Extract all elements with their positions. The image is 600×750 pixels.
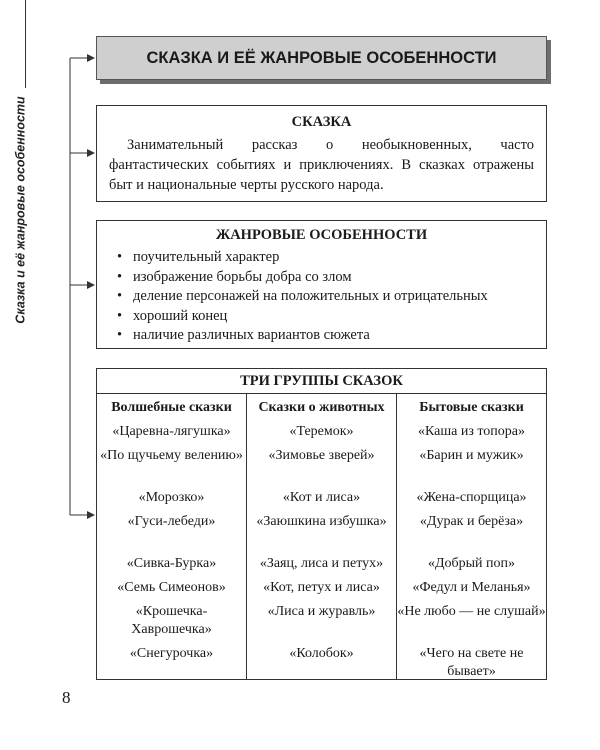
tale-item: «Каша из топора» (417, 424, 526, 439)
feature-item: • деление персонажей на положительных и отрицательных (117, 287, 534, 307)
feature-item: • изображение борьбы добра со злом (117, 268, 534, 288)
tale-item: «Барин и мужик» (419, 448, 524, 463)
column-magic-tales (97, 394, 246, 680)
features-heading: ЖАНРОВЫЕ ОСОБЕННОСТИ (215, 227, 428, 243)
tale-item: «Гуси-лебеди» (127, 514, 216, 529)
groups-table (97, 394, 546, 680)
groups-box (96, 368, 547, 680)
feature-item: • поучительный характер (117, 248, 534, 268)
tale-item: «Федул и Меланья» (412, 580, 531, 595)
tale-item: «Снегурочка» (129, 646, 214, 661)
definition-text: Занимательный рассказ о необыкновенных, часто фантастических событиях и приключениях. В сказках отражены быт и национальные черты русского народа. (109, 137, 534, 193)
tale-item: «Царевна-лягушка» (112, 424, 231, 439)
column-header: Бытовые сказки (419, 400, 524, 415)
tale-item: «Сивка-Бурка» (126, 556, 217, 571)
tale-item: «Морозко» (138, 490, 205, 505)
side-label (6, 90, 36, 330)
column-header: Волшебные сказки (111, 400, 232, 415)
page-title: СКАЗКА И ЕЁ ЖАНРОВЫЕ ОСОБЕННОСТИ (96, 36, 547, 80)
tale-item: «Лиса и журавль» (267, 604, 376, 619)
feature-item: • наличие различных вариантов сюжета (117, 326, 534, 346)
side-label-text: Сказка и её жанровые особенности (14, 96, 28, 324)
features-list (109, 248, 534, 346)
column-header: Сказки о животных (258, 400, 385, 415)
definition-box (96, 105, 547, 202)
tale-item: «Чего на свете не бывает» (419, 646, 524, 679)
column-everyday-tales (396, 394, 546, 680)
tale-item: «По щучьему велению» (100, 448, 243, 463)
feature-item: • хороший конец (117, 307, 534, 327)
column-animal-tales (246, 394, 396, 680)
groups-heading: ТРИ ГРУППЫ СКАЗОК (97, 369, 546, 394)
tale-item: «Колобок» (289, 646, 354, 661)
tale-item: «Семь Симеонов» (117, 580, 226, 595)
tale-item: «Кот, петух и лиса» (263, 580, 380, 595)
tale-item: «Кот и лиса» (282, 490, 361, 505)
side-rule (25, 0, 26, 88)
tale-item: «Крошечка-Хаврошечка» (131, 604, 212, 637)
tale-item: «Теремок» (289, 424, 354, 439)
tale-item: «Добрый поп» (427, 556, 516, 571)
tale-item: «Жена-спорщица» (416, 490, 527, 505)
page-number: 8 (62, 688, 71, 707)
definition-heading: СКАЗКА (291, 114, 352, 130)
tale-item: «Заяц, лиса и петух» (259, 556, 384, 571)
features-box (96, 220, 547, 349)
tale-item: «Заюшкина избушка» (256, 514, 387, 529)
tale-item: «Зимовье зверей» (268, 448, 375, 463)
tale-item: «Дурак и берёза» (419, 514, 524, 529)
tale-item: «Не любо — не слушай» (397, 604, 546, 619)
